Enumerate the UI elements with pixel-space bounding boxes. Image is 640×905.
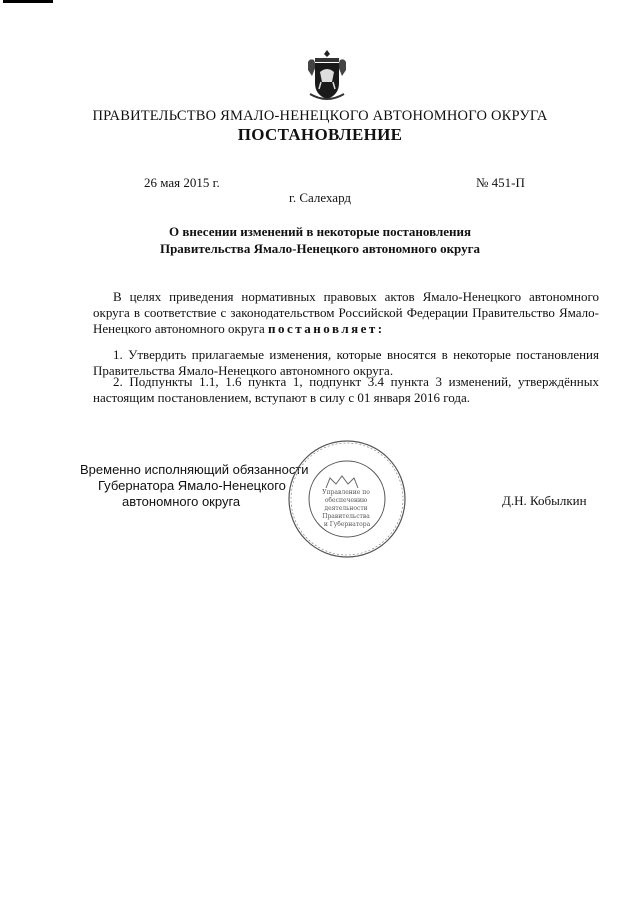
- signatory-title-line-1: Временно исполняющий обязанности: [80, 462, 309, 477]
- title-line-1: О внесении изменений в некоторые постановления: [168, 224, 472, 239]
- stamp-line-3: деятельности: [324, 505, 368, 512]
- document-title: [0, 223, 640, 257]
- signatory-title-line-3: автономного округа: [122, 494, 241, 509]
- scan-edge-mark: [3, 0, 53, 3]
- signatory-name: Д.Н. Кобылкин: [502, 493, 587, 508]
- document-date: 26 мая 2015 г.: [144, 175, 220, 190]
- coat-of-arms-icon: [306, 48, 348, 104]
- stamp-line-2: обеспечению: [324, 497, 368, 504]
- document-number: № 451-П: [476, 175, 525, 190]
- stamp-center-text: [322, 489, 372, 528]
- stamp-line-4: Правительства: [322, 513, 370, 520]
- official-stamp: [286, 438, 408, 560]
- government-name: ПРАВИТЕЛЬСТВО ЯМАЛО-НЕНЕЦКОГО АВТОНОМНОГО ОКРУГА: [92, 108, 548, 124]
- title-line-2: Правительства Ямало-Ненецкого автономного округа: [159, 241, 481, 256]
- signatory-title-line-2: Губернатора Ямало-Ненецкого: [98, 478, 286, 493]
- document-city: г. Салехард: [288, 190, 352, 205]
- preamble-text: В целях приведения нормативных правовых актов Ямало-Ненецкого автономного округа в соответствие с законодательством Российской Федерации Правительство Ямало-Ненецкого автономного округа: [93, 289, 599, 336]
- item-2-paragraph: 2. Подпункты 1.1, 1.6 пункта 1, подпункт 3.4 пункта 3 изменений, утверждённых настоящим постановлением, вступают в силу с 01 января 2016 года.: [93, 374, 599, 405]
- item-1-paragraph: 1. Утвердить прилагаемые изменения, которые вносятся в некоторые постановления Правительства Ямало-Ненецкого автономного округа.: [93, 347, 599, 378]
- stamp-line-5: и Губернатора: [323, 521, 371, 528]
- decree-word: постановляет:: [268, 321, 385, 336]
- preamble-paragraph: [93, 289, 599, 337]
- document-type: ПОСТАНОВЛЕНИЕ: [237, 125, 403, 144]
- stamp-line-1: Управление по: [322, 489, 370, 496]
